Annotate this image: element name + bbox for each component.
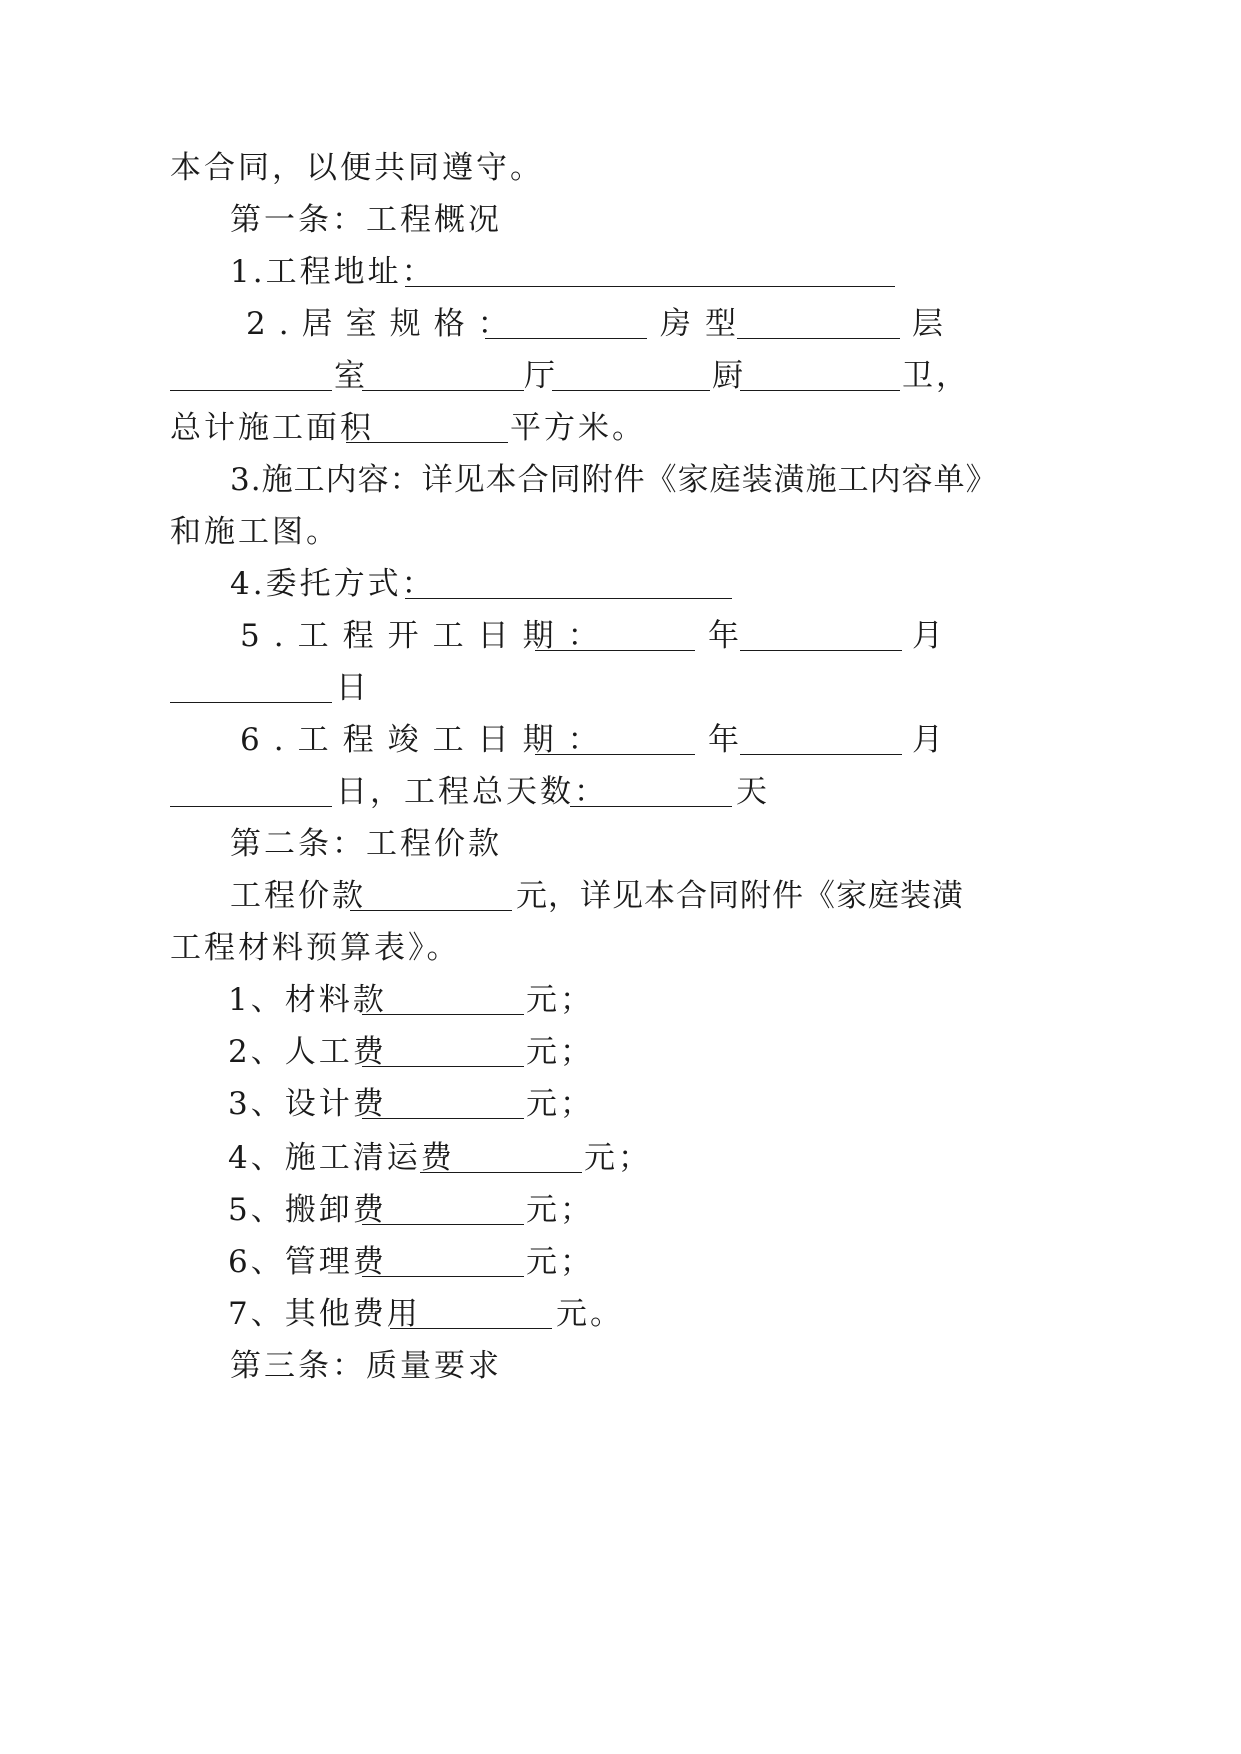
floor-label: 层 [912, 306, 946, 342]
start-month-label: 月 [912, 618, 946, 654]
room-type-blank[interactable] [737, 304, 900, 339]
area-blank[interactable] [346, 408, 508, 443]
price-line-2-text: 工程材料预算表》。 [170, 930, 461, 966]
room-label: 室 [334, 358, 368, 394]
fee-unit: 元； [526, 1086, 594, 1122]
content-text-1: 3.施工内容：详见本合同附件《家庭装潢施工内容单》 [230, 462, 998, 498]
bath-label: 卫， [902, 358, 970, 394]
end-year-label: 年 [708, 722, 742, 758]
intro-text: 本合同，以便共同遵守。 [170, 150, 544, 186]
end-day-total-label: 日，工程总天数： [336, 774, 608, 810]
start-date-label: 5.工程开工日期： [240, 618, 613, 654]
fee-blank[interactable] [362, 1084, 524, 1119]
article-heading: 第三条：质量要求 [230, 1348, 502, 1384]
fee-label: 1、材料款 [228, 982, 387, 1018]
entrust-label: 4.委托方式： [230, 566, 436, 602]
hall-blank[interactable] [552, 356, 710, 391]
area-label: 总计施工面积 [170, 410, 374, 446]
hall-label: 厅 [524, 358, 558, 394]
fee-unit: 元； [526, 982, 594, 1018]
start-year-blank[interactable] [535, 616, 695, 651]
start-month-blank[interactable] [740, 616, 902, 651]
fee-label: 2、人工费 [228, 1034, 387, 1070]
fee-label: 4、施工清运费 [228, 1140, 455, 1176]
fee-blank[interactable] [362, 1242, 524, 1277]
fee-blank[interactable] [362, 980, 524, 1015]
address-label: 1.工程地址： [230, 254, 436, 290]
fee-blank[interactable] [390, 1294, 552, 1329]
end-date-label: 6.工程竣工日期： [240, 722, 613, 758]
fee-label: 5、搬卸费 [228, 1192, 387, 1228]
floor-blank[interactable] [170, 356, 332, 391]
start-year-label: 年 [708, 618, 742, 654]
room-type-label: 房型 [660, 306, 750, 342]
article-heading: 第一条：工程概况 [230, 202, 502, 238]
price-prefix: 工程价款 [230, 878, 366, 914]
fee-blank[interactable] [420, 1138, 582, 1173]
price-blank[interactable] [350, 876, 512, 911]
fee-blank[interactable] [362, 1032, 524, 1067]
area-unit: 平方米。 [510, 410, 646, 446]
end-month-blank[interactable] [740, 720, 902, 755]
end-day-blank[interactable] [170, 772, 332, 807]
start-day-label: 日 [336, 670, 370, 706]
fee-unit: 元； [526, 1192, 594, 1228]
fee-unit: 元。 [556, 1296, 624, 1332]
fee-label: 6、管理费 [228, 1244, 387, 1280]
article-heading: 第二条：工程价款 [230, 826, 502, 862]
room-blank[interactable] [362, 356, 524, 391]
fee-unit: 元； [526, 1034, 594, 1070]
fee-unit: 元； [584, 1140, 652, 1176]
start-day-blank[interactable] [170, 668, 332, 703]
end-year-blank[interactable] [535, 720, 695, 755]
entrust-blank[interactable] [405, 564, 732, 599]
room-spec-label: 2.居室规格： [246, 306, 522, 342]
content-text-2: 和施工图。 [170, 514, 340, 550]
total-days-blank[interactable] [570, 772, 732, 807]
fee-unit: 元； [526, 1244, 594, 1280]
room-spec-blank[interactable] [485, 304, 647, 339]
end-month-label: 月 [912, 722, 946, 758]
fee-label: 3、设计费 [228, 1086, 387, 1122]
kitchen-label: 厨 [712, 358, 746, 394]
address-blank[interactable] [405, 252, 895, 287]
fee-blank[interactable] [362, 1190, 524, 1225]
total-days-unit: 天 [736, 774, 770, 810]
kitchen-blank[interactable] [740, 356, 900, 391]
price-suffix: 元，详见本合同附件《家庭装潢 [516, 878, 964, 914]
fee-label: 7、其他费用 [228, 1296, 421, 1332]
